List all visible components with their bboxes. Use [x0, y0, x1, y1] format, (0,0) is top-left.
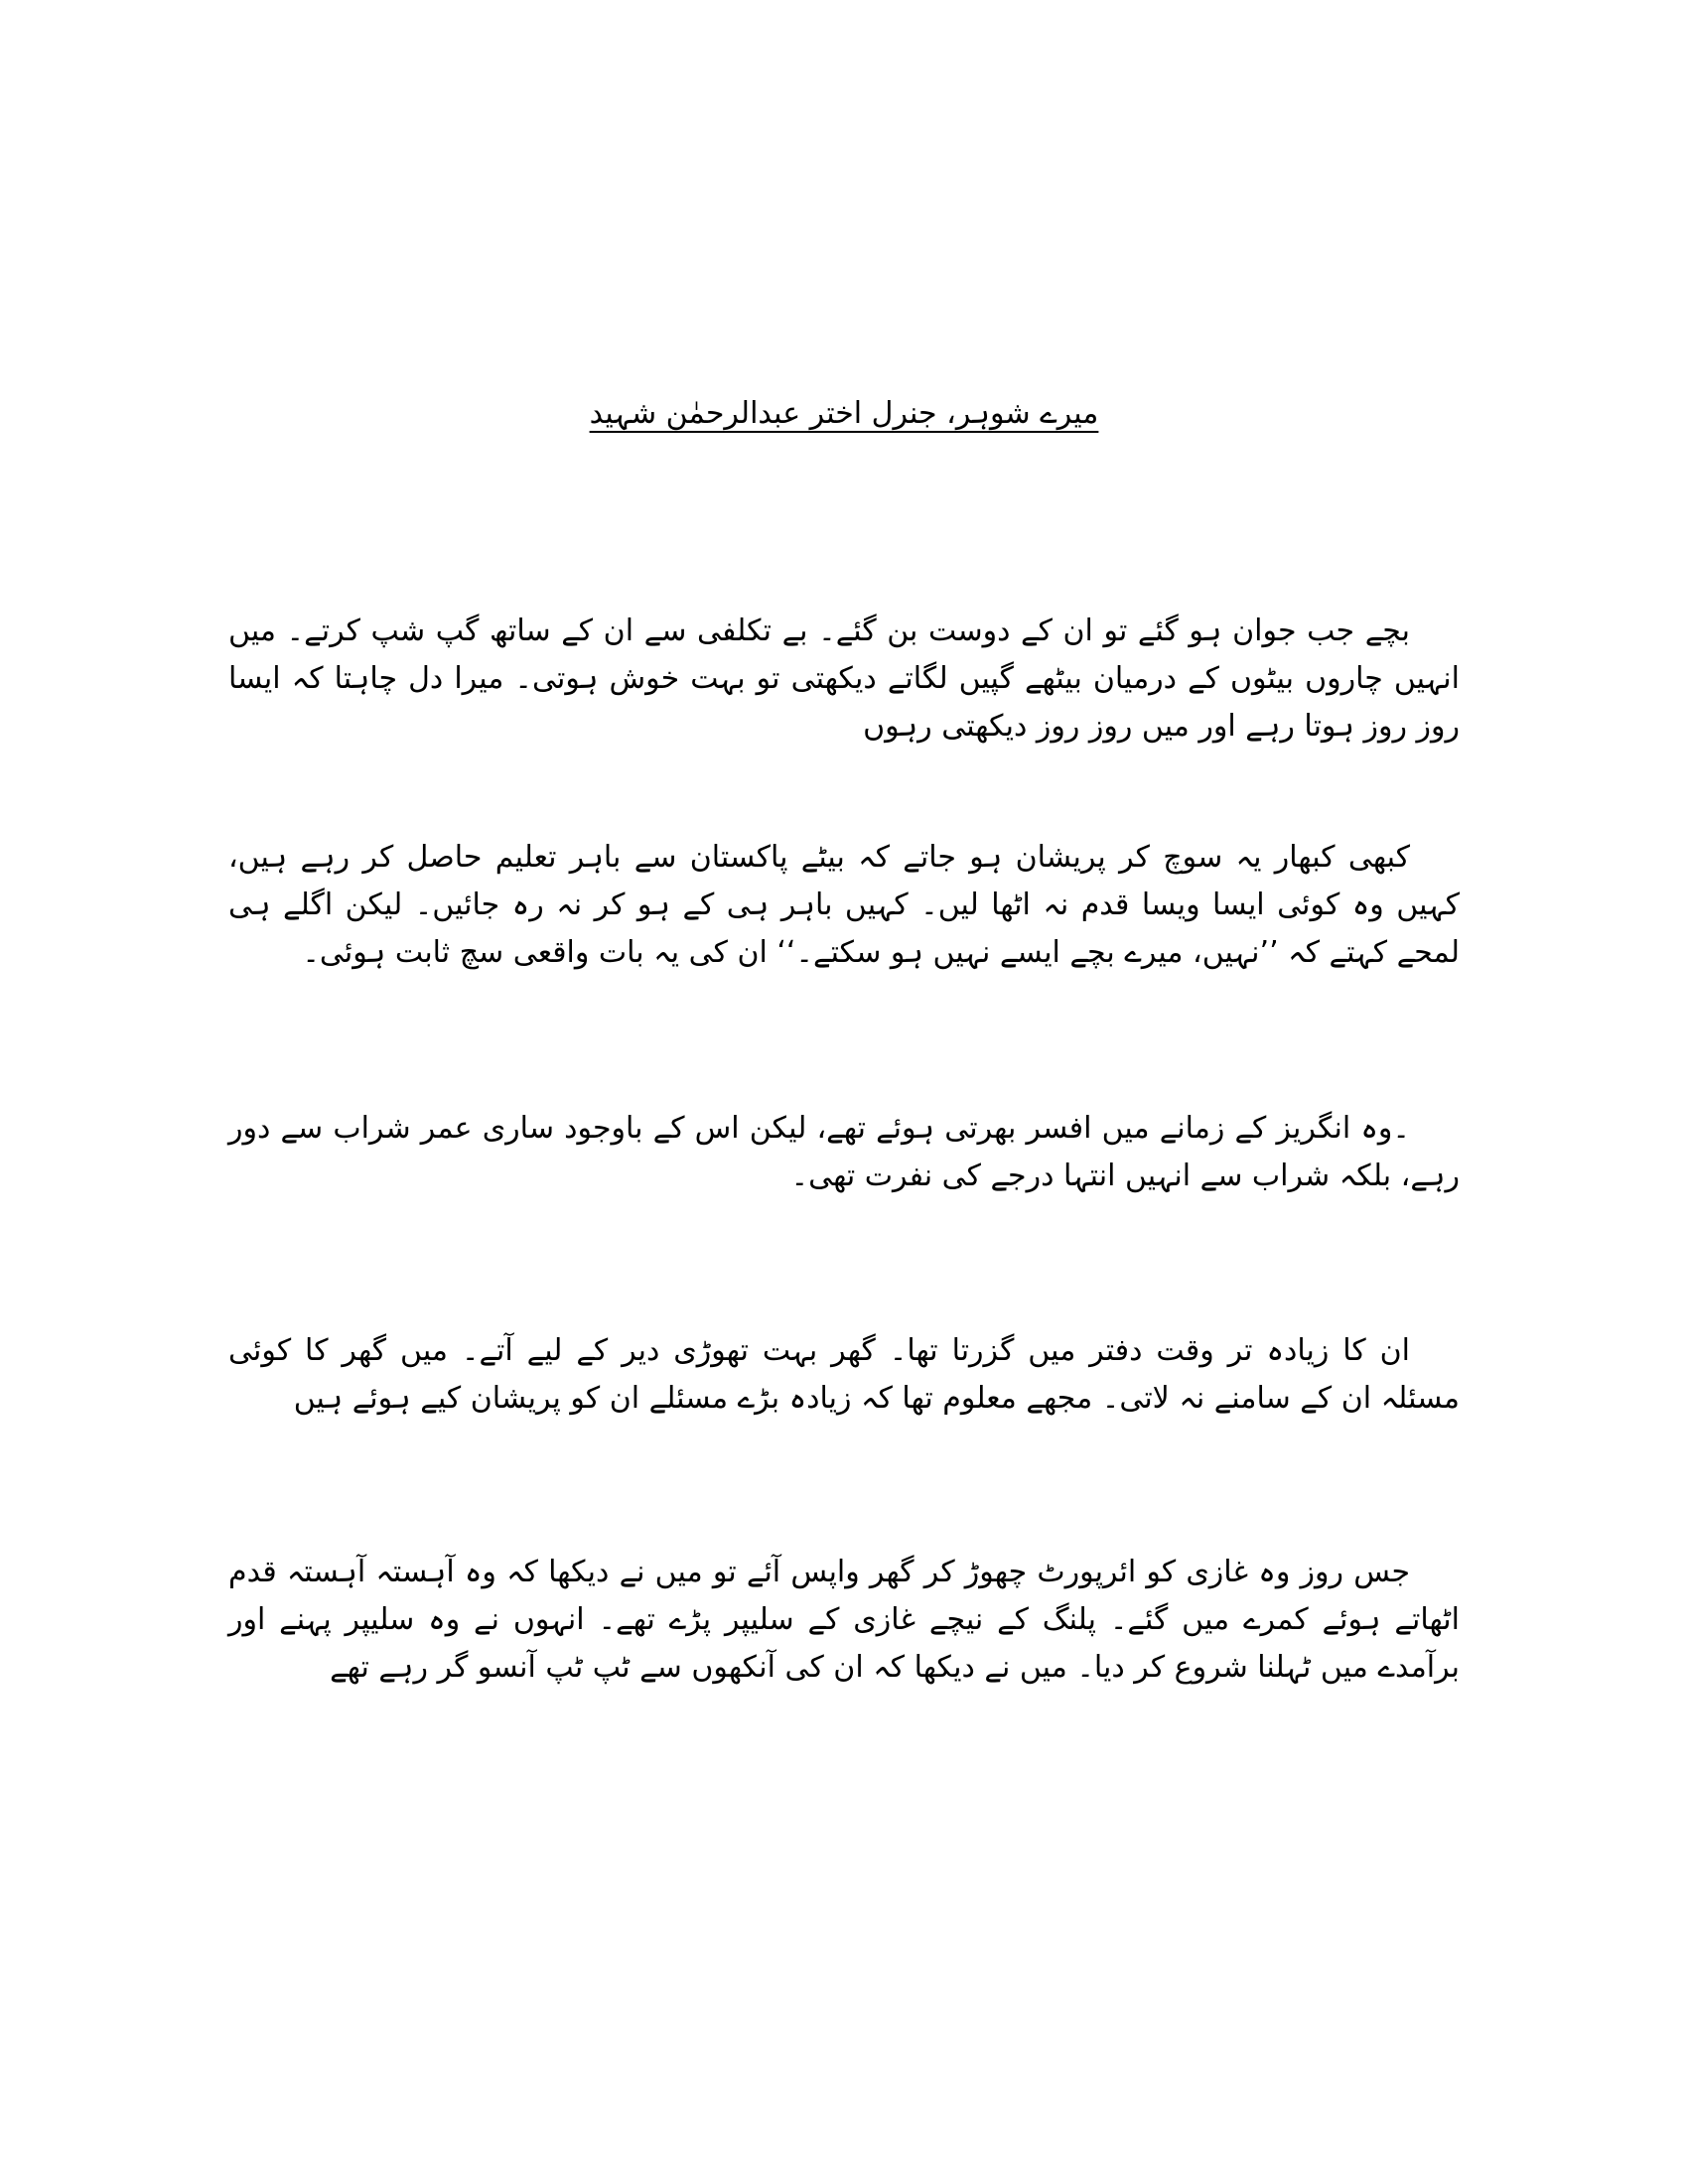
paragraph-1: بچے جب جوان ہو گئے تو ان کے دوست بن گئے۔ بے تکلفی سے ان کے ساتھ گپ شپ کرتے۔ میں انہیں چاروں بیٹوں کے درمیان بیٹھے گپیں لگاتے دیکھتی تو بہت خوش ہوتی۔ میرا دل چاہتا کہ ایسا روز روز ہوتا رہے اور میں روز روز دیکھتی رہوں: [228, 614, 1460, 744]
paragraph-4: ان کا زیادہ تر وقت دفتر میں گزرتا تھا۔ گھر بہت تھوڑی دیر کے لیے آتے۔ میں گھر کا کوئی مسئلہ ان کے سامنے نہ لاتی۔ مجھے معلوم تھا کہ زیادہ بڑے مسئلے ان کو پریشان کیے ہوئے ہیں: [228, 1333, 1460, 1416]
paragraph-5: جس روز وہ غازی کو ائرپورٹ چھوڑ کر گھر واپس آئے تو میں نے دیکھا کہ وہ آہستہ آہستہ قدم اٹھاتے ہوئے کمرے میں گئے۔ پلنگ کے نیچے غازی کے سلیپر پڑے تھے۔ انہوں نے وہ سلیپر پہنے اور برآمدے میں ٹہلنا شروع کر دیا۔ میں نے دیکھا کہ ان کی آنکھوں سے ٹپ ٹپ آنسو گر رہے تھے: [228, 1555, 1460, 1685]
document-title: میرے شوہر، جنرل اختر عبدالرحمٰن شہید: [589, 396, 1099, 431]
paragraph-2: کبھی کبھار یہ سوچ کر پریشان ہو جاتے کہ بیٹے پاکستان سے باہر تعلیم حاصل کر رہے ہیں، کہیں وہ کوئی ایسا ویسا قدم نہ اٹھا لیں۔ کہیں باہر ہی کے ہو کر نہ رہ جائیں۔ لیکن اگلے ہی لمحے کہتے کہ ’’نہیں، میرے بچے ایسے نہیں ہو سکتے۔‘‘ ان کی یہ بات واقعی سچ ثابت ہوئی۔: [228, 840, 1460, 970]
paragraph-3: ۔وہ انگریز کے زمانے میں افسر بھرتی ہوئے تھے، لیکن اس کے باوجود ساری عمر شراب سے دور رہے، بلکہ شراب سے انہیں انتہا درجے کی نفرت تھی۔: [228, 1111, 1460, 1193]
